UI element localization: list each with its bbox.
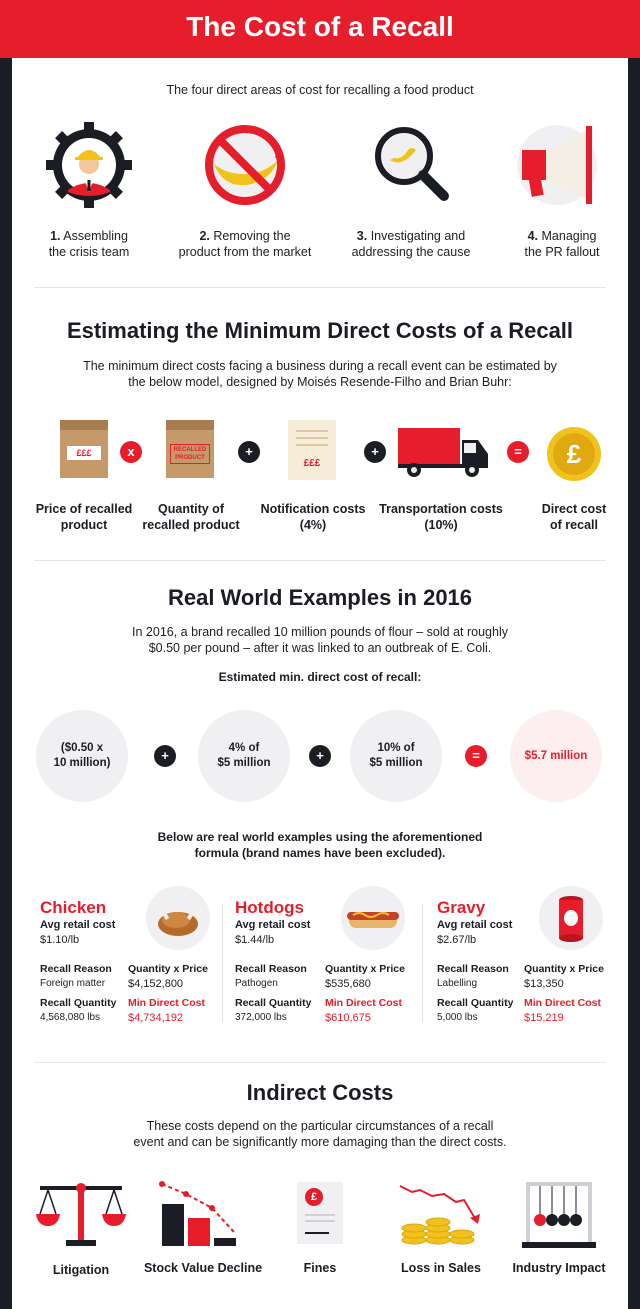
- indirect-industry-impact: Industry Impact: [512, 1261, 606, 1275]
- indirect-title: Indirect Costs: [246, 1080, 394, 1105]
- indirect-loss-sales: Loss in Sales: [401, 1261, 481, 1275]
- industry-impact-icon: [522, 1180, 596, 1250]
- estimating-desc-2: the below model, designed by Moisés Resende-Filho and Brian Buhr:: [128, 375, 512, 389]
- calc-plus-2: +: [309, 745, 331, 767]
- reason-value: Pathogen: [235, 978, 278, 989]
- multiply-operator: x: [120, 441, 142, 463]
- min-label: Min Direct Cost: [524, 997, 602, 1009]
- stock-decline-icon: [158, 1178, 242, 1250]
- qp-label: Quantity x Price: [128, 963, 208, 975]
- avg-label: Avg retail cost: [40, 919, 116, 931]
- min-label: Min Direct Cost: [325, 997, 403, 1009]
- indirect-litigation: Litigation: [52, 1263, 110, 1277]
- hotdog-icon: [341, 886, 405, 950]
- indirect-desc-2: event and can be significantly more damaging than the direct costs.: [133, 1135, 507, 1149]
- plus-operator-2: +: [364, 441, 386, 463]
- qp-value: $4,152,800: [128, 978, 184, 990]
- example-divider: [422, 904, 423, 1022]
- example-divider: [222, 904, 223, 1022]
- calc-circle-2: 4% of $5 million: [198, 710, 290, 802]
- min-value: $610,675: [325, 1012, 371, 1024]
- area-label-3: 3. Investigating and addressing the cause: [351, 229, 471, 259]
- avg-label: Avg retail cost: [235, 919, 311, 931]
- truck-icon: [398, 426, 490, 478]
- calc-plus-1: +: [154, 745, 176, 767]
- fines-doc-icon: [297, 1182, 343, 1244]
- estimating-desc-1: The minimum direct costs facing a business during a recall event can be estimated by: [83, 359, 557, 373]
- example-name: Hotdogs: [235, 898, 304, 917]
- qty-label: Recall Quantity: [40, 997, 117, 1009]
- price-box-icon: [60, 420, 108, 478]
- term-notification: Notification costs (4%): [260, 502, 366, 532]
- plus-operator-1: +: [238, 441, 260, 463]
- estimating-title: Estimating the Minimum Direct Costs of a Recall: [66, 318, 574, 343]
- recalled-box-icon: [166, 420, 214, 478]
- term-price: Price of recalled product: [35, 502, 133, 532]
- loss-in-sales-icon: [398, 1182, 484, 1248]
- qp-label: Quantity x Price: [325, 963, 405, 975]
- calc-circle-3: 10% of $5 million: [350, 710, 442, 802]
- qty-value: 5,000 lbs: [437, 1012, 478, 1023]
- example-name: Chicken: [40, 898, 107, 917]
- qp-value: $13,350: [524, 978, 564, 990]
- notification-doc-icon: [288, 420, 336, 480]
- avg-label: Avg retail cost: [437, 919, 513, 931]
- qp-value: $535,680: [325, 978, 371, 990]
- megaphone-icon: [512, 120, 602, 210]
- header-bar: [0, 0, 640, 58]
- areas-subtitle: The four direct areas of cost for recalling a food product: [166, 83, 474, 97]
- area-label-1: 1. Assembling the crisis team: [48, 229, 130, 259]
- calc-result-circle: $5.7 million: [510, 710, 602, 802]
- example-gravy: [437, 896, 617, 1046]
- magnifier-icon: [366, 120, 456, 210]
- qty-value: 372,000 lbs: [235, 1012, 287, 1023]
- avg-value: $2.67/lb: [437, 934, 477, 946]
- gravy-can-icon: [539, 886, 603, 950]
- svg-text:£: £: [566, 439, 582, 469]
- qp-label: Quantity x Price: [524, 963, 604, 975]
- reason-value: Foreign matter: [40, 978, 106, 989]
- reason-value: Labelling: [437, 978, 478, 989]
- example-hotdogs: [235, 896, 415, 1046]
- banned-banana-icon: [200, 120, 290, 210]
- min-label: Min Direct Cost: [128, 997, 206, 1009]
- pound-coin-icon: [544, 424, 604, 484]
- price-tag: £££: [67, 446, 101, 460]
- crisis-team-icon: [44, 120, 134, 210]
- divider: [34, 287, 606, 288]
- infographic-card: [12, 58, 628, 1309]
- examples-intro: Below are real world examples using the aforementioned formula (brand names have been excluded).: [157, 830, 483, 860]
- min-value: $15,219: [524, 1012, 564, 1024]
- qty-value: 4,568,080 lbs: [40, 1012, 101, 1023]
- real-world-desc-2: $0.50 per pound – after it was linked to an outbreak of E. Coli.: [148, 641, 492, 655]
- equals-operator: =: [507, 441, 529, 463]
- reason-label: Recall Reason: [235, 963, 307, 975]
- term-quantity: Quantity of recalled product: [142, 502, 240, 532]
- divider: [34, 1062, 606, 1063]
- estimated-label: Estimated min. direct cost of recall:: [218, 670, 422, 684]
- example-name: Gravy: [437, 898, 486, 917]
- avg-value: $1.44/lb: [235, 934, 275, 946]
- calc-circle-1: ($0.50 x 10 million): [36, 710, 128, 802]
- real-world-desc-1: In 2016, a brand recalled 10 million pounds of flour – sold at roughly: [132, 625, 508, 639]
- recalled-stamp: RECALLED PRODUCT: [170, 444, 210, 464]
- area-label-2: 2. Removing the product from the market: [178, 229, 312, 259]
- qty-label: Recall Quantity: [437, 997, 514, 1009]
- notification-price: £££: [303, 458, 321, 469]
- pound-badge: £: [305, 1188, 323, 1206]
- page-title: The Cost of a Recall: [186, 11, 454, 42]
- scales-icon: [34, 1180, 128, 1250]
- indirect-stock-decline: Stock Value Decline: [143, 1261, 263, 1275]
- real-world-title: Real World Examples in 2016: [167, 585, 473, 610]
- calc-equals: =: [465, 745, 487, 767]
- divider: [34, 560, 606, 561]
- qty-label: Recall Quantity: [235, 997, 312, 1009]
- indirect-desc-1: These costs depend on the particular circumstances of a recall: [146, 1119, 494, 1133]
- reason-label: Recall Reason: [437, 963, 509, 975]
- roast-chicken-icon: [146, 886, 210, 950]
- example-chicken: [40, 896, 220, 1046]
- min-value: $4,734,192: [128, 1012, 184, 1024]
- reason-label: Recall Reason: [40, 963, 112, 975]
- term-direct-cost: Direct cost of recall: [541, 502, 607, 532]
- area-label-4: 4. Managing the PR fallout: [524, 229, 600, 259]
- avg-value: $1.10/lb: [40, 934, 80, 946]
- indirect-fines: Fines: [303, 1261, 337, 1275]
- term-transportation: Transportation costs (10%): [379, 502, 503, 532]
